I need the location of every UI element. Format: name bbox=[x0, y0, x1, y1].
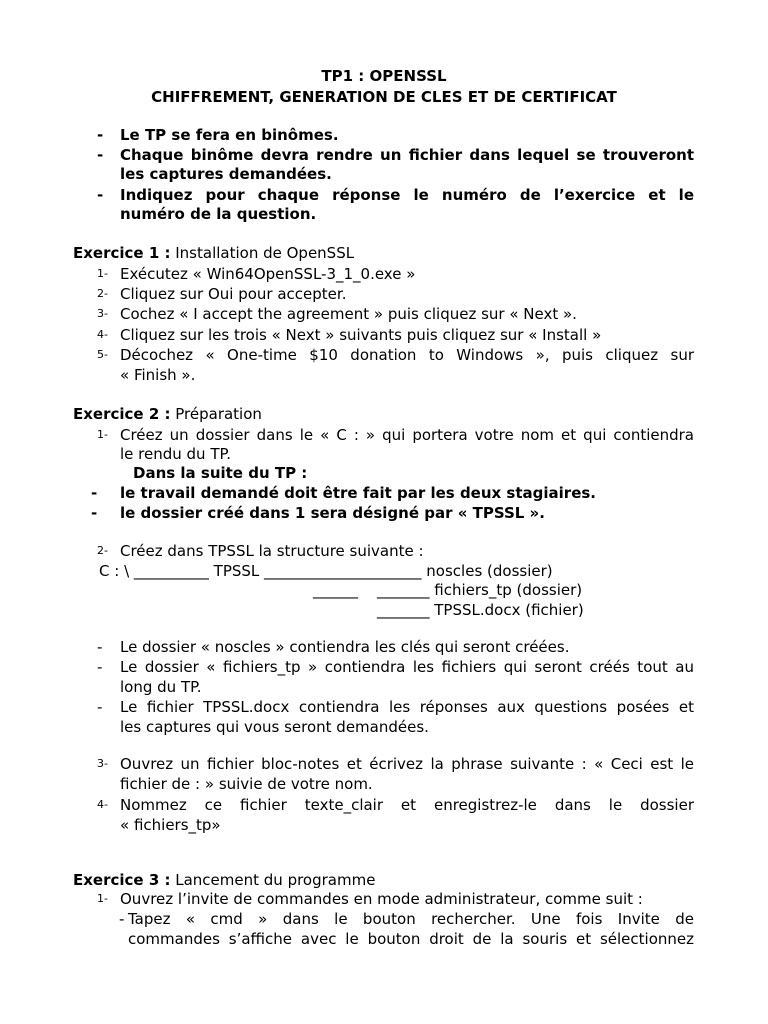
bullet-dash: - bbox=[97, 186, 104, 204]
intro-item-text: numéro de la question. bbox=[120, 205, 317, 223]
list-item: Nommez ce fichier texte_clair et enregistrez-le dans le dossier bbox=[120, 796, 694, 814]
doc-title: TP1 : OPENSSL bbox=[321, 67, 447, 85]
bullet-dash: - bbox=[119, 910, 125, 928]
list-item: Créez un dossier dans le « C : » qui portera votre nom et qui contiendra bbox=[120, 426, 694, 444]
note-item: Le fichier TPSSL.docx contiendra les réponses aux questions posées et bbox=[120, 698, 694, 716]
intro-item-text: Le TP se fera en binômes. bbox=[120, 126, 339, 144]
intro-item-text: Indiquez pour chaque réponse le numéro de l’exercice et le bbox=[120, 186, 694, 204]
item-number: 4- bbox=[97, 328, 108, 341]
list-item: Ouvrez un fichier bloc-notes et écrivez la phrase suivante : « Ceci est le bbox=[120, 755, 694, 773]
item-number: 2- bbox=[97, 544, 108, 557]
list-item: fichier de : » suivie de votre nom. bbox=[120, 775, 373, 793]
list-item: Cliquez sur Oui pour accepter. bbox=[120, 285, 347, 303]
item-number: 4- bbox=[97, 798, 108, 811]
folder-tree-row: _______ fichiers_tp (dossier) bbox=[377, 581, 583, 599]
list-item: Ouvrez l’invite de commandes en mode administrateur, comme suit : bbox=[120, 890, 643, 908]
list-item: « fichiers_tp» bbox=[120, 816, 221, 834]
intro-item-text: les captures demandées. bbox=[120, 165, 332, 183]
exercise-label: Exercice 3 : bbox=[73, 871, 171, 889]
item-number: 2- bbox=[97, 287, 108, 300]
sub-item: Tapez « cmd » dans le bouton rechercher. Une fois Invite de bbox=[128, 910, 694, 928]
list-item: Décochez « One-time $10 donation to Windows », puis cliquez sur bbox=[120, 346, 694, 364]
exercise-1-heading bbox=[73, 243, 354, 263]
folder-tree-row: _______ TPSSL.docx (fichier) bbox=[377, 601, 584, 619]
exercise-label: Exercice 2 : bbox=[73, 405, 171, 423]
note-item: les captures qui vous seront demandées. bbox=[120, 718, 429, 736]
bullet-dash: - bbox=[91, 504, 98, 522]
list-item: Cliquez sur les trois « Next » suivants puis cliquez sur « Install » bbox=[120, 326, 602, 344]
intro-item-text: Chaque binôme devra rendre un fichier dans lequel se trouveront bbox=[120, 146, 694, 164]
suite-item: le dossier créé dans 1 sera désigné par « TPSSL ». bbox=[120, 504, 545, 522]
item-number: 1- bbox=[97, 267, 108, 280]
folder-tree-branch: ______ bbox=[313, 581, 358, 599]
item-number: 1- bbox=[97, 428, 108, 441]
exercise-3-heading bbox=[73, 870, 375, 890]
bullet-dash: - bbox=[97, 146, 104, 164]
bullet-dash: - bbox=[97, 638, 103, 656]
exercise-label: Exercice 1 : bbox=[73, 244, 171, 262]
exercise-2-heading bbox=[73, 404, 262, 424]
item-number: 1- bbox=[97, 892, 108, 905]
item-number: 3- bbox=[97, 757, 108, 770]
list-item: Cochez « I accept the agreement » puis cliquez sur « Next ». bbox=[120, 305, 577, 323]
bullet-dash: - bbox=[97, 658, 103, 676]
exercise-title: Préparation bbox=[170, 405, 262, 423]
exercise-title: Installation de OpenSSL bbox=[170, 244, 355, 262]
suite-heading: Dans la suite du TP : bbox=[133, 464, 308, 482]
bullet-dash: - bbox=[97, 698, 103, 716]
note-item: long du TP. bbox=[120, 678, 202, 696]
list-item: « Finish ». bbox=[120, 366, 196, 384]
note-item: Le dossier « noscles » contiendra les clés qui seront créées. bbox=[120, 638, 570, 656]
suite-item: le travail demandé doit être fait par les deux stagiaires. bbox=[120, 484, 596, 502]
doc-subtitle: CHIFFREMENT, GENERATION DE CLES ET DE CERTIFICAT bbox=[151, 88, 617, 106]
item-number: 5- bbox=[97, 348, 108, 361]
list-item: Créez dans TPSSL la structure suivante : bbox=[120, 542, 424, 560]
list-item: le rendu du TP. bbox=[120, 445, 231, 463]
bullet-dash: - bbox=[97, 126, 104, 144]
bullet-dash: - bbox=[91, 484, 98, 502]
sub-item: commandes s’affiche avec le bouton droit de la souris et sélectionnez bbox=[128, 930, 694, 948]
note-item: Le dossier « fichiers_tp » contiendra les fichiers qui seront créés tout au bbox=[120, 658, 694, 676]
list-item: Exécutez « Win64OpenSSL-3_1_0.exe » bbox=[120, 265, 416, 283]
item-number: 3- bbox=[97, 307, 108, 320]
folder-tree-row: C : \ __________ TPSSL _____________________ noscles (dossier) bbox=[99, 562, 553, 580]
exercise-title: Lancement du programme bbox=[170, 871, 376, 889]
